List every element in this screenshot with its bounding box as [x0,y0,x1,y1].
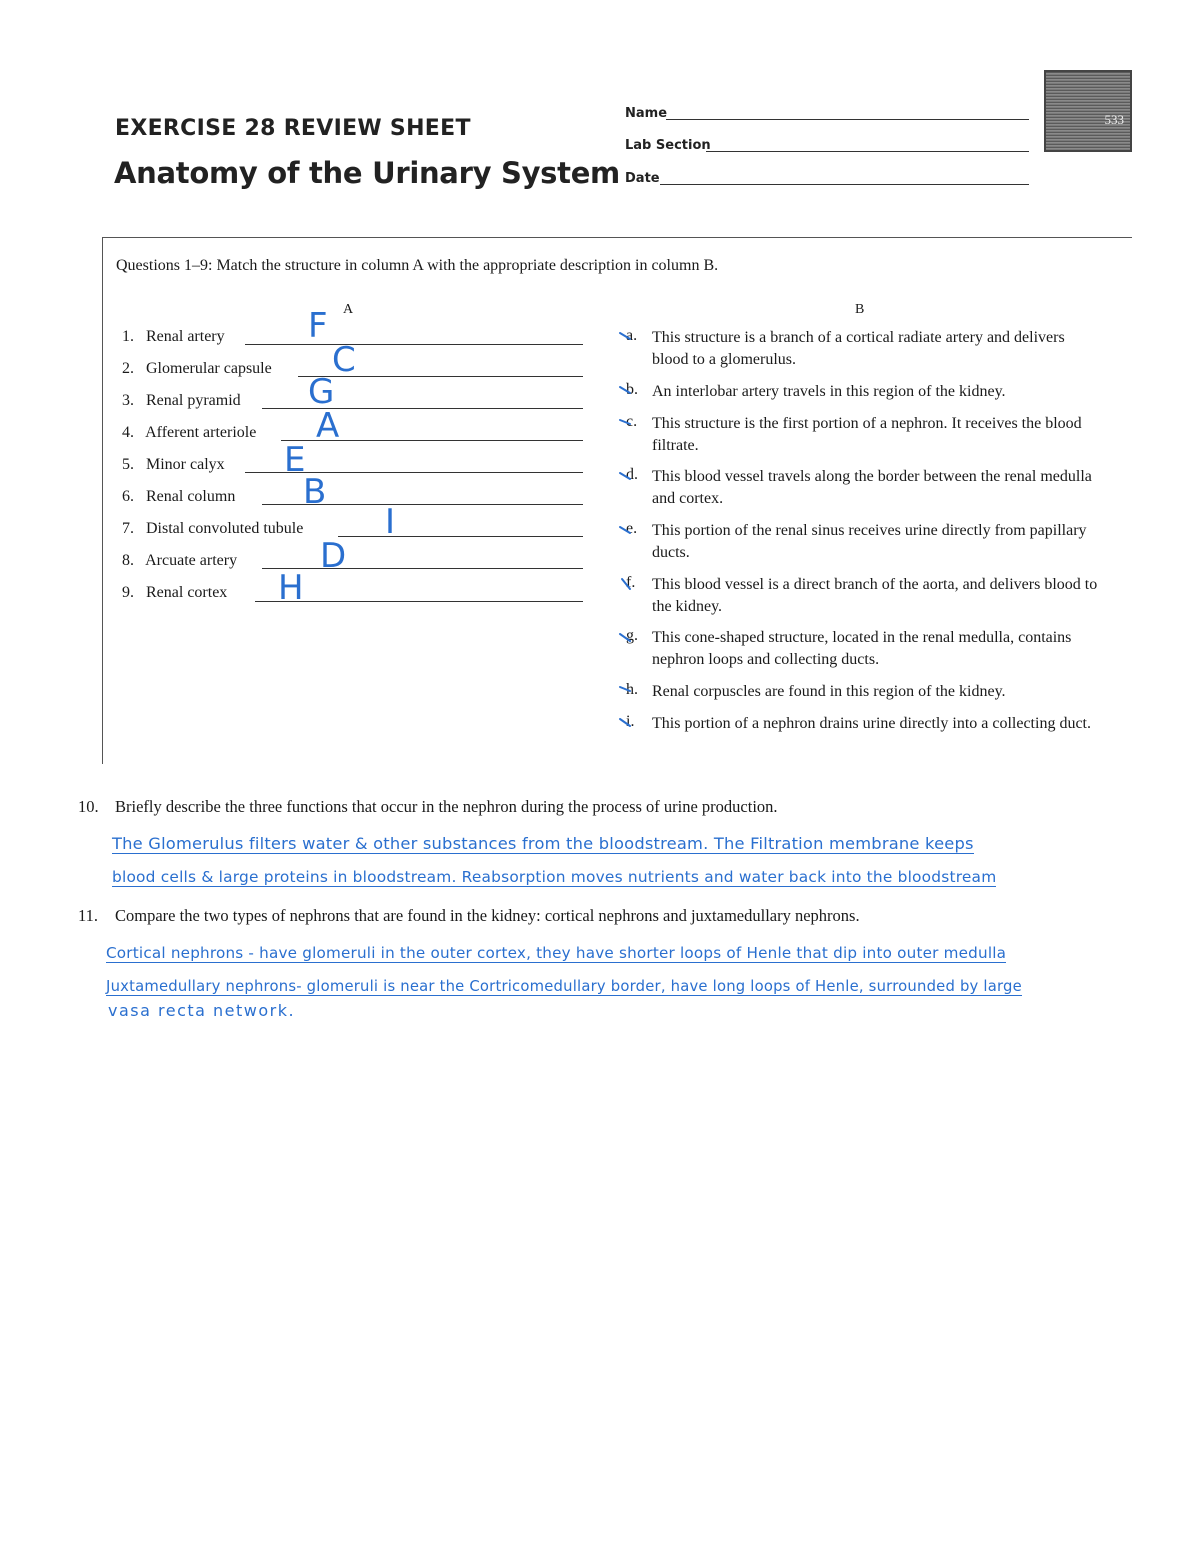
handwritten-answer: I [385,502,396,542]
handwritten-answer: C [332,340,356,380]
answer-blank[interactable] [338,536,583,537]
handwritten-answer: B [303,472,327,512]
column-a-heading: A [343,302,354,317]
column-a-item: 4. Afferent arteriole [122,424,257,441]
check-mark-icon [620,473,630,479]
date-field[interactable] [660,184,1029,185]
exercise-label: EXERCISE 28 REVIEW SHEET [115,116,471,141]
column-a-item: 8. Arcuate artery [122,552,238,569]
column-a-item: 5. Minor calyx [122,456,225,473]
column-b-item: This structure is the first portion of a nephron. It receives the blood filtrate. [652,415,1082,454]
column-a-item: 1. Renal artery [122,328,225,345]
column-b-item: This structure is a branch of a cortical radiate artery and delivers blood to a glomerulus. [652,329,1065,368]
date-label: Date [625,171,660,186]
column-a-item: 3. Renal pyramid [122,392,241,409]
column-b-item: This blood vessel travels along the border between the renal medulla and cortex. [652,468,1092,507]
column-b-heading: B [855,302,865,317]
check-mark-icon [620,333,630,339]
column-b-letter: i. [626,713,635,730]
column-a-item: 2. Glomerular capsule [122,360,272,377]
column-b-letter: e. [626,520,638,537]
check-mark-icon [620,687,630,691]
name-field[interactable] [666,119,1029,120]
page-tab [1044,70,1132,152]
column-b-letter: b. [626,381,638,398]
check-mark-icon [620,719,630,726]
column-b-letter: h. [626,681,638,698]
question-11-answer-line[interactable]: vasa recta network. [108,1001,296,1020]
column-b-letter: f. [626,574,636,591]
column-b-item: Renal corpuscles are found in this region of the kidney. [652,683,1006,700]
question-11-answer-line[interactable]: Juxtamedullary nephrons- glomeruli is near the Cortricomedullary border, have long loops of Henle, surrounded by large [106,978,1022,995]
column-b-item: An interlobar artery travels in this region of the kidney. [652,383,1006,400]
handwritten-answer: H [278,568,304,608]
answer-blank[interactable] [262,568,583,569]
column-a-item: 9. Renal cortex [122,584,228,601]
matching-box-left-rule [102,237,103,764]
question-10-answer-line[interactable]: The Glomerulus filters water & other substances from the bloodstream. The Filtration membrane keeps [112,834,974,853]
answer-blank[interactable] [255,601,583,602]
column-b-item: This portion of a nephron drains urine directly into a collecting duct. [652,715,1091,732]
page-title: Anatomy of the Urinary System [114,156,620,190]
check-mark-icon [620,387,630,393]
column-b-letter: c. [626,413,638,430]
column-b-letter: g. [626,627,638,644]
column-a-item: 6. Renal column [122,488,236,505]
page-number: 533 [1104,112,1124,127]
check-mark-icon [620,420,630,424]
column-b-item: This cone-shaped structure, located in the renal medulla, contains nephron loops and collecting ducts. [652,629,1072,668]
handwritten-answer: F [308,306,328,346]
question-11-text: Compare the two types of nephrons that are found in the kidney: cortical nephrons and juxtamedullary nephrons. [115,906,860,925]
check-marks [612,325,642,755]
lab-section-label: Lab Section [625,138,711,153]
question-11-number: 11. [78,906,99,925]
handwritten-answer: A [316,406,340,446]
column-a-item: 7. Distal convoluted tubule [122,520,304,537]
handwritten-answer: E [284,440,306,480]
handwritten-answer: G [308,372,335,412]
lab-section-field[interactable] [706,151,1029,152]
answer-blank[interactable] [245,344,583,345]
column-b-item: This portion of the renal sinus receives urine directly from papillary ducts. [652,522,1087,561]
question-10-answer-line[interactable]: blood cells & large proteins in bloodstream. Reabsorption moves nutrients and water back into the bloodstream [112,868,997,886]
question-10-number: 10. [78,797,99,816]
question-11-answer-line[interactable]: Cortical nephrons - have glomeruli in the outer cortex, they have shorter loops of Henle that dip into outer medulla [106,944,1007,962]
matching-box-top-rule [102,237,1132,238]
check-mark-icon [622,579,630,589]
name-label: Name [625,106,668,121]
check-mark-icon [620,527,630,533]
handwritten-answer: D [320,536,347,576]
column-b-item: This blood vessel is a direct branch of the aorta, and delivers blood to the kidney. [652,576,1098,615]
column-b-letter: a. [626,327,638,344]
matching-instructions: Questions 1–9: Match the structure in column A with the appropriate description in column B. [116,257,719,274]
column-b-letter: d. [626,466,638,483]
check-mark-icon [620,634,630,641]
question-10-text: Briefly describe the three functions that occur in the nephron during the process of urine production. [115,797,778,816]
